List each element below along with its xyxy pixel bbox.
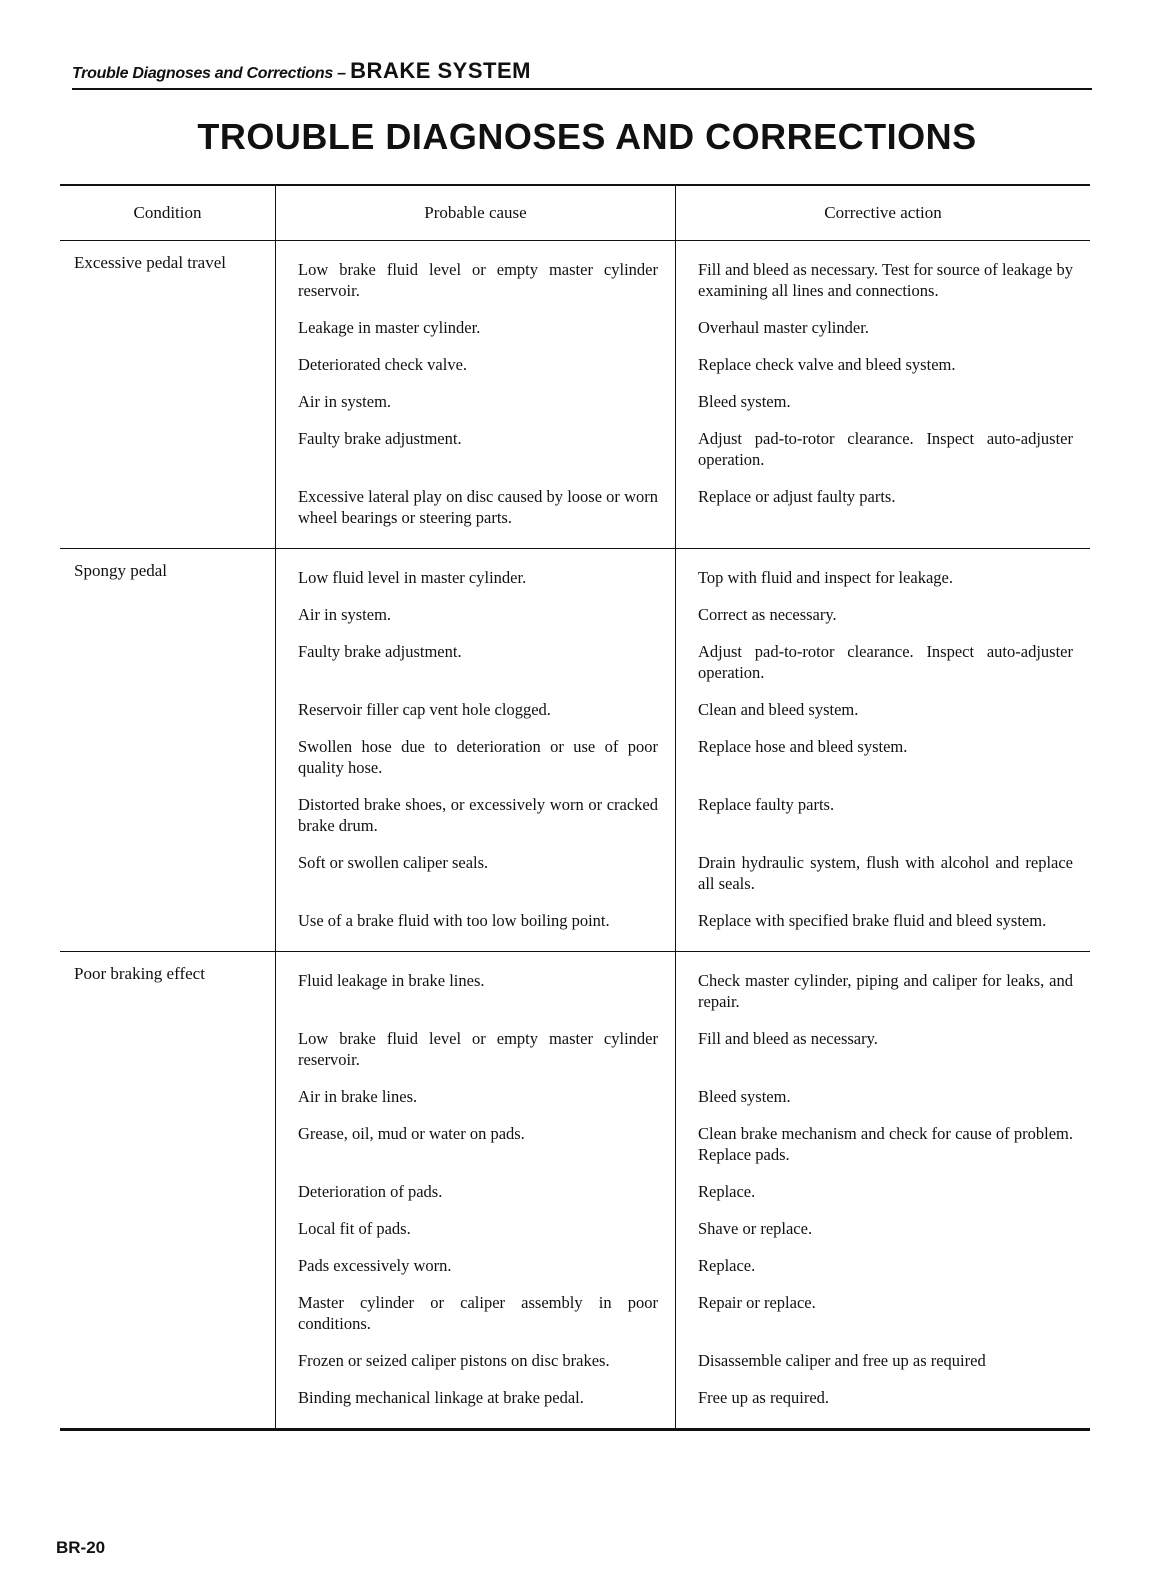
action-cell [675,785,1090,843]
action-cell [675,1172,1090,1209]
action-cell [675,1378,1090,1428]
table-row [275,1341,1090,1378]
probable-cause: Air in system. [298,392,392,411]
corrective-action: Replace with specified brake fluid and bleed system. [698,911,1047,930]
rows-wrapper [275,241,1090,548]
table-row [275,843,1090,901]
action-cell [675,1019,1090,1077]
probable-cause: Deterioration of pads. [298,1182,443,1201]
action-cell [675,1209,1090,1246]
probable-cause: Soft or swollen caliper seals. [298,853,489,872]
corrective-action: Replace. [698,1256,756,1275]
corrective-action: Bleed system. [698,1087,791,1106]
table-row [275,1209,1090,1246]
action-cell [675,1283,1090,1341]
table-row [275,1114,1090,1172]
cause-cell [275,843,675,901]
cause-cell [275,1172,675,1209]
condition-group [60,549,1090,952]
table-row [275,901,1090,951]
table-row [275,632,1090,690]
cause-cell [275,345,675,382]
cause-cell [275,632,675,690]
table-row [275,1283,1090,1341]
table-row [275,419,1090,477]
rows-wrapper [275,549,1090,951]
table-row [275,241,1090,308]
rows-wrapper [275,952,1090,1428]
cause-cell [275,690,675,727]
cause-cell [275,1114,675,1172]
action-cell [675,595,1090,632]
probable-cause: Pads excessively worn. [298,1256,452,1275]
table-row [275,308,1090,345]
probable-cause: Reservoir filler cap vent hole clogged. [298,700,551,719]
page-title: TROUBLE DIAGNOSES AND CORRECTIONS [197,116,977,157]
probable-cause: Distorted brake shoes, or excessively worn or cracked brake drum. [298,795,658,835]
probable-cause: Frozen or seized caliper pistons on disc brakes. [298,1351,610,1370]
table-row [275,382,1090,419]
corrective-action: Top with fluid and inspect for leakage. [698,568,953,587]
probable-cause: Faulty brake adjustment. [298,429,462,448]
cause-cell [275,1246,675,1283]
action-cell [675,1114,1090,1172]
cause-cell [275,241,675,308]
cause-cell [275,1077,675,1114]
action-cell [675,727,1090,785]
cause-cell [275,1209,675,1246]
action-cell [675,419,1090,477]
probable-cause: Air in system. [298,605,392,624]
action-cell [675,952,1090,1019]
cause-cell [275,1378,675,1428]
probable-cause: Faulty brake adjustment. [298,642,462,661]
cause-cell [275,308,675,345]
cause-cell [275,382,675,419]
corrective-action: Drain hydraulic system, flush with alcohol and replace all seals. [698,853,1073,893]
probable-cause: Low fluid level in master cylinder. [298,568,527,587]
table-row [275,1077,1090,1114]
header-action: Corrective action [675,186,1090,240]
action-cell [675,690,1090,727]
action-cell [675,549,1090,595]
condition-cell: Excessive pedal travel [74,253,226,272]
corrective-action: Overhaul master cylinder. [698,318,869,337]
action-cell [675,1341,1090,1378]
corrective-action: Shave or replace. [698,1219,813,1238]
page-number: BR-20 [56,1538,106,1557]
corrective-action: Replace. [698,1182,756,1201]
probable-cause: Deteriorated check valve. [298,355,468,374]
table-row [275,690,1090,727]
corrective-action: Fill and bleed as necessary. Test for source of leakage by examining all lines and connections. [698,260,1073,300]
trouble-table [60,184,1090,1431]
cause-cell [275,595,675,632]
cause-cell [275,727,675,785]
cause-cell [275,1283,675,1341]
probable-cause: Local fit of pads. [298,1219,411,1238]
action-cell [675,901,1090,951]
probable-cause: Excessive lateral play on disc caused by loose or worn wheel bearings or steering parts. [298,487,658,527]
action-cell [675,345,1090,382]
header-section: Trouble Diagnoses and Corrections – [72,65,346,82]
cause-cell [275,785,675,843]
probable-cause: Use of a brake fluid with too low boiling point. [298,911,610,930]
action-cell [675,1246,1090,1283]
probable-cause: Low brake fluid level or empty master cylinder reservoir. [298,260,658,300]
corrective-action: Free up as required. [698,1388,830,1407]
probable-cause: Swollen hose due to deterioration or use of poor quality hose. [298,737,658,777]
condition-cell: Spongy pedal [74,561,168,580]
action-cell [675,241,1090,308]
table-body [60,241,1090,1428]
table-row [275,1378,1090,1428]
corrective-action: Replace hose and bleed system. [698,737,908,756]
page-header [72,58,1092,90]
cause-cell [275,477,675,548]
probable-cause: Air in brake lines. [298,1087,418,1106]
table-row [275,549,1090,595]
probable-cause: Binding mechanical linkage at brake pedal. [298,1388,584,1407]
action-cell [675,632,1090,690]
corrective-action: Replace or adjust faulty parts. [698,487,896,506]
corrective-action: Disassemble caliper and free up as required [698,1351,986,1370]
corrective-action: Clean and bleed system. [698,700,859,719]
probable-cause: Fluid leakage in brake lines. [298,971,485,990]
probable-cause: Leakage in master cylinder. [298,318,481,337]
table-row [275,1172,1090,1209]
action-cell [675,308,1090,345]
cause-cell [275,952,675,1019]
action-cell [675,843,1090,901]
table-row [275,1246,1090,1283]
action-cell [675,1077,1090,1114]
corrective-action: Check master cylinder, piping and caliper for leaks, and repair. [698,971,1073,1011]
corrective-action: Adjust pad-to-rotor clearance. Inspect auto-adjuster operation. [698,642,1073,682]
action-cell [675,382,1090,419]
table-row [275,477,1090,548]
condition-group [60,952,1090,1428]
corrective-action: Clean brake mechanism and check for cause of problem. Replace pads. [698,1124,1073,1164]
corrective-action: Replace faulty parts. [698,795,835,814]
cause-cell [275,1341,675,1378]
probable-cause: Low brake fluid level or empty master cylinder reservoir. [298,1029,658,1069]
corrective-action: Repair or replace. [698,1293,816,1312]
action-cell [675,477,1090,548]
table-row [275,952,1090,1019]
table-row [275,785,1090,843]
condition-cell: Poor braking effect [74,964,205,983]
cause-cell [275,1019,675,1077]
cause-cell [275,419,675,477]
probable-cause: Grease, oil, mud or water on pads. [298,1124,525,1143]
corrective-action: Fill and bleed as necessary. [698,1029,878,1048]
corrective-action: Correct as necessary. [698,605,837,624]
table-row [275,1019,1090,1077]
table-row [275,345,1090,382]
table-row [275,595,1090,632]
header-system: BRAKE SYSTEM [350,58,531,83]
header-condition: Condition [133,203,202,222]
corrective-action: Replace check valve and bleed system. [698,355,956,374]
probable-cause: Master cylinder or caliper assembly in poor conditions. [298,1293,658,1333]
corrective-action: Adjust pad-to-rotor clearance. Inspect auto-adjuster operation. [698,429,1073,469]
cause-cell [275,901,675,951]
corrective-action: Bleed system. [698,392,791,411]
header-cause: Probable cause [275,186,675,240]
table-row [275,727,1090,785]
cause-cell [275,549,675,595]
condition-group [60,241,1090,549]
table-header [60,186,1090,241]
